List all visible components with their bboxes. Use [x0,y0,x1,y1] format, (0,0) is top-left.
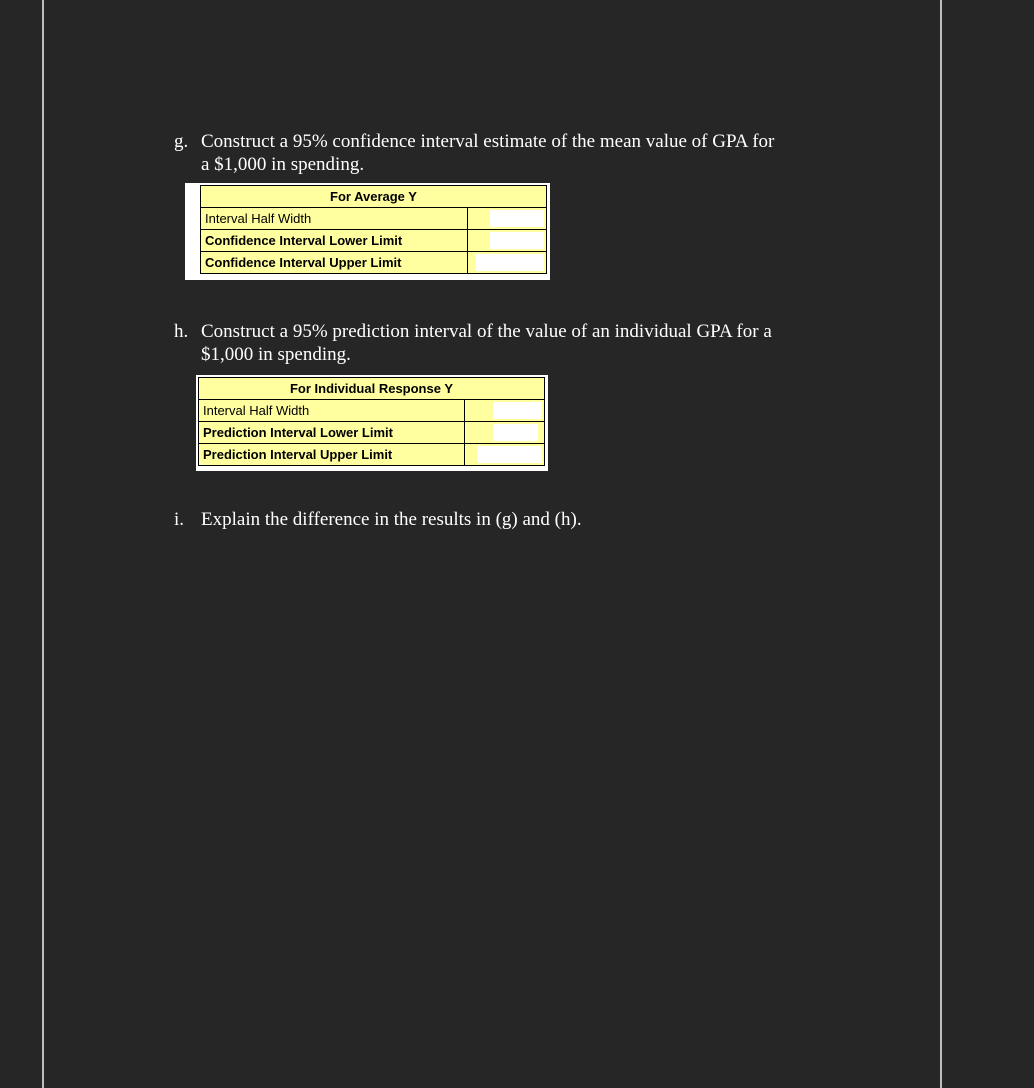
table-row [201,230,547,252]
answer-box[interactable] [490,232,544,249]
question-h-line2: $1,000 in spending. [201,344,351,365]
table-g [200,185,547,274]
table-g-header: For Average Y [201,186,547,208]
answer-box[interactable] [477,446,542,463]
question-h-marker: h. [174,321,189,342]
question-h [174,320,874,368]
question-g [174,130,874,178]
answer-box[interactable] [476,254,544,271]
question-i [174,508,874,532]
table-row [201,208,547,230]
question-g-marker: g. [174,131,189,152]
table-row [199,400,545,422]
table-row [199,422,545,444]
table-g-half-width-input[interactable] [468,208,547,230]
question-g-line2: a $1,000 in spending. [201,154,365,175]
table-h-lower-limit-input[interactable] [465,422,545,444]
table-h-label-upper-limit: Prediction Interval Upper Limit [199,444,465,466]
table-h-upper-limit-input[interactable] [465,444,545,466]
table-h-half-width-input[interactable] [465,400,545,422]
table-row [201,252,547,274]
table-g-label-upper-limit: Confidence Interval Upper Limit [201,252,468,274]
question-i-line1: Explain the difference in the results in (g) and (h). [201,509,582,530]
table-h-header: For Individual Response Y [199,378,545,400]
table-h [198,377,545,466]
table-h-label-half-width: Interval Half Width [199,400,465,422]
table-row [199,444,545,466]
table-g-label-lower-limit: Confidence Interval Lower Limit [201,230,468,252]
right-page-border [940,0,942,1088]
question-h-line1: Construct a 95% prediction interval of the value of an individual GPA for a [201,321,772,342]
question-g-line1: Construct a 95% confidence interval estimate of the mean value of GPA for [201,131,775,152]
table-g-label-half-width: Interval Half Width [201,208,468,230]
answer-box[interactable] [490,210,544,227]
table-g-upper-limit-input[interactable] [468,252,547,274]
answer-box[interactable] [493,402,542,419]
answer-box[interactable] [493,424,538,441]
question-i-marker: i. [174,509,185,530]
table-h-label-lower-limit: Prediction Interval Lower Limit [199,422,465,444]
left-page-border [42,0,44,1088]
table-g-lower-limit-input[interactable] [468,230,547,252]
